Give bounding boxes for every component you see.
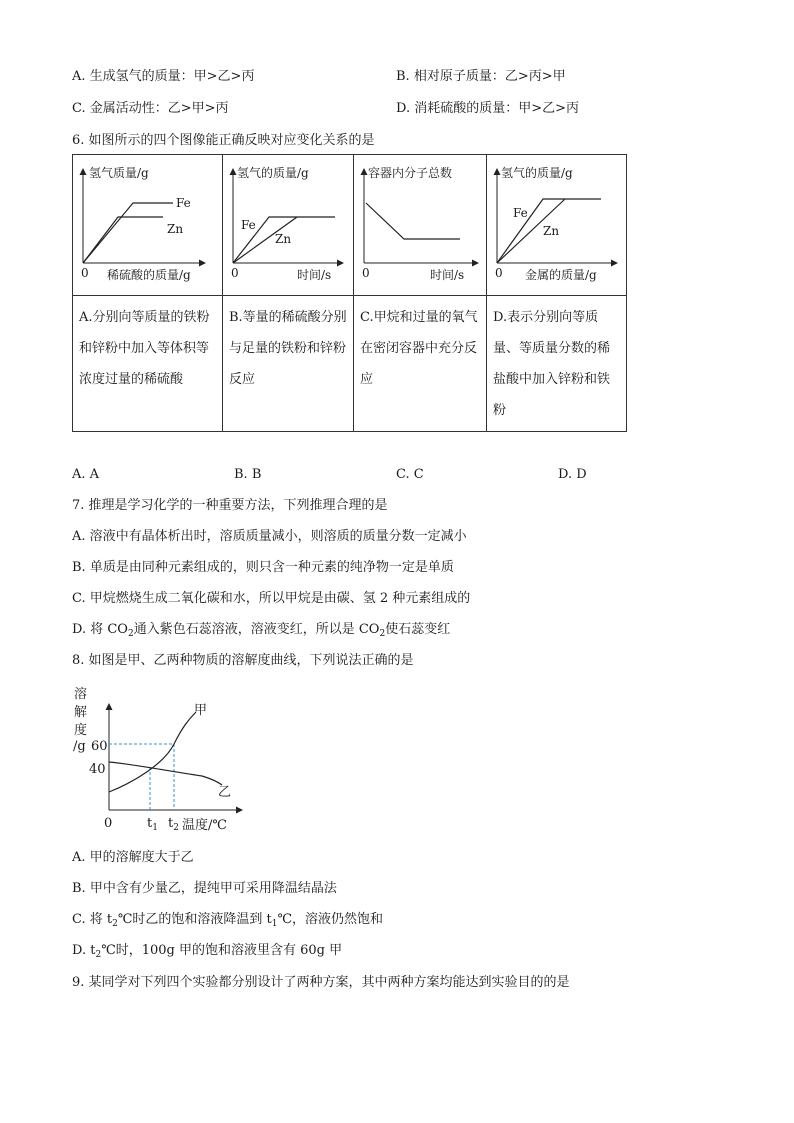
q9-stem: 9. 某同学对下列四个实验都分别设计了两种方案，其中两种方案均能达到实验目的的是 — [72, 975, 570, 990]
q6a-curve-fe — [83, 203, 173, 263]
q8-ylabel-2: 解 — [74, 705, 88, 720]
q8-origin: 0 — [104, 816, 113, 831]
q8-label-jia: 甲 — [194, 703, 208, 718]
q6-graph-a — [73, 155, 223, 296]
q6d-ylabel: 氢气的质量/g — [501, 166, 573, 180]
q6-graph-b — [223, 155, 354, 296]
q8-t1: $t_1$ — [147, 816, 158, 833]
q6a-ylabel: 氢气质量/g — [89, 166, 149, 180]
q7-option-a: A. 溶液中有晶体析出时，溶质质量减小，则溶质的质量分数一定减小 — [72, 529, 467, 544]
q6a-xlabel: 稀硫酸的质量/g — [107, 268, 191, 282]
q6-graph-d — [487, 155, 627, 296]
q8-solubility-graph — [72, 684, 252, 834]
q6a-origin: 0 — [81, 266, 89, 280]
q6b-xlabel: 时间/s — [297, 268, 332, 282]
q6a-zn-label: Zn — [167, 222, 184, 236]
q8-ylabel-1: 溶 — [74, 687, 88, 702]
q8-option-c: C. 将 $t_2℃$时乙的饱和溶液降温到 $t_1℃$，溶液仍然饱和 — [72, 912, 384, 929]
q6b-fe-label: Fe — [241, 218, 256, 232]
q6d-xlabel: 金属的质量/g — [525, 268, 597, 282]
q6d-origin: 0 — [495, 266, 503, 280]
q6-desc-b: B.等量的稀硫酸分别与足量的铁粉和锌粉反应 — [229, 310, 347, 387]
q6b-origin: 0 — [231, 266, 239, 280]
q6a-fe-label: Fe — [176, 196, 191, 210]
q6d-fe-label: Fe — [513, 206, 528, 220]
q6c-curve — [366, 203, 460, 239]
q6b-zn-label: Zn — [275, 232, 292, 246]
q8-option-a: A. 甲的溶解度大于乙 — [72, 850, 194, 865]
q8-t2: $t_2$ — [168, 816, 179, 833]
q6c-origin: 0 — [362, 266, 370, 280]
q6-answer-a: A. A — [72, 467, 100, 482]
q5-option-c: C. 金属活动性：乙>甲>丙 — [72, 101, 229, 116]
q6b-ylabel: 氢气的质量/g — [237, 166, 309, 180]
q5-option-b: B. 相对原子质量：乙>丙>甲 — [396, 69, 566, 84]
q8-stem: 8. 如图是甲、乙两种物质的溶解度曲线，下列说法正确的是 — [72, 653, 414, 668]
q8-option-b: B. 甲中含有少量乙，提纯甲可采用降温结晶法 — [72, 881, 337, 896]
q6c-ylabel: 容器内分子总数 — [368, 166, 453, 180]
q7-option-d: D. 将 $CO_2$通入紫色石蕊溶液，溶液变红，所以是 $CO_2$使石蕊变红 — [72, 622, 451, 639]
q5-option-a: A. 生成氢气的质量：甲>乙>丙 — [72, 69, 255, 84]
q7-option-b: B. 单质是由同种元素组成的，则只含一种元素的纯净物一定是单质 — [72, 560, 454, 575]
q8-y40: 40 — [89, 762, 106, 777]
q6-answer-d: D. D — [558, 467, 587, 482]
q8-label-yi: 乙 — [218, 785, 232, 800]
q6-table — [72, 154, 627, 432]
q6-desc-a: A.分别向等质量的铁粉和锌粉中加入等体积等浓度过量的稀硫酸 — [79, 310, 210, 387]
q7-stem: 7. 推理是学习化学的一种重要方法，下列推理合理的是 — [72, 498, 388, 513]
q8-curve-jia — [109, 712, 196, 792]
q8-yunit: /g — [73, 739, 86, 754]
q8-curve-yi — [109, 762, 222, 785]
q6a-curve-zn — [83, 217, 163, 263]
q6-desc-d: D.表示分别向等质量、等质量分数的稀盐酸中加入锌粉和铁粉 — [493, 310, 611, 418]
q8-ylabel-3: 度 — [74, 723, 88, 738]
q6-desc-c: C.甲烷和过量的氧气在密闭容器中充分反应 — [360, 310, 478, 387]
q6c-xlabel: 时间/s — [430, 268, 465, 282]
q8-y60: 60 — [91, 739, 108, 754]
q6-graph-c — [354, 155, 487, 296]
q6-answer-b: B. B — [234, 467, 262, 482]
q8-xlabel: 温度/℃ — [182, 818, 227, 833]
q8-option-d: D. $t_2℃$时，100g 甲的饱和溶液里含有 60g 甲 — [72, 943, 343, 960]
q5-option-d: D. 消耗硫酸的质量：甲>乙>丙 — [396, 101, 580, 116]
q6d-zn-label: Zn — [543, 224, 560, 238]
q7-option-c: C. 甲烷燃烧生成二氧化碳和水，所以甲烷是由碳、氢 2 种元素组成的 — [72, 591, 471, 606]
q6-stem: 6. 如图所示的四个图像能正确反映对应变化关系的是 — [72, 133, 375, 148]
q6-answer-c: C. C — [396, 467, 424, 482]
